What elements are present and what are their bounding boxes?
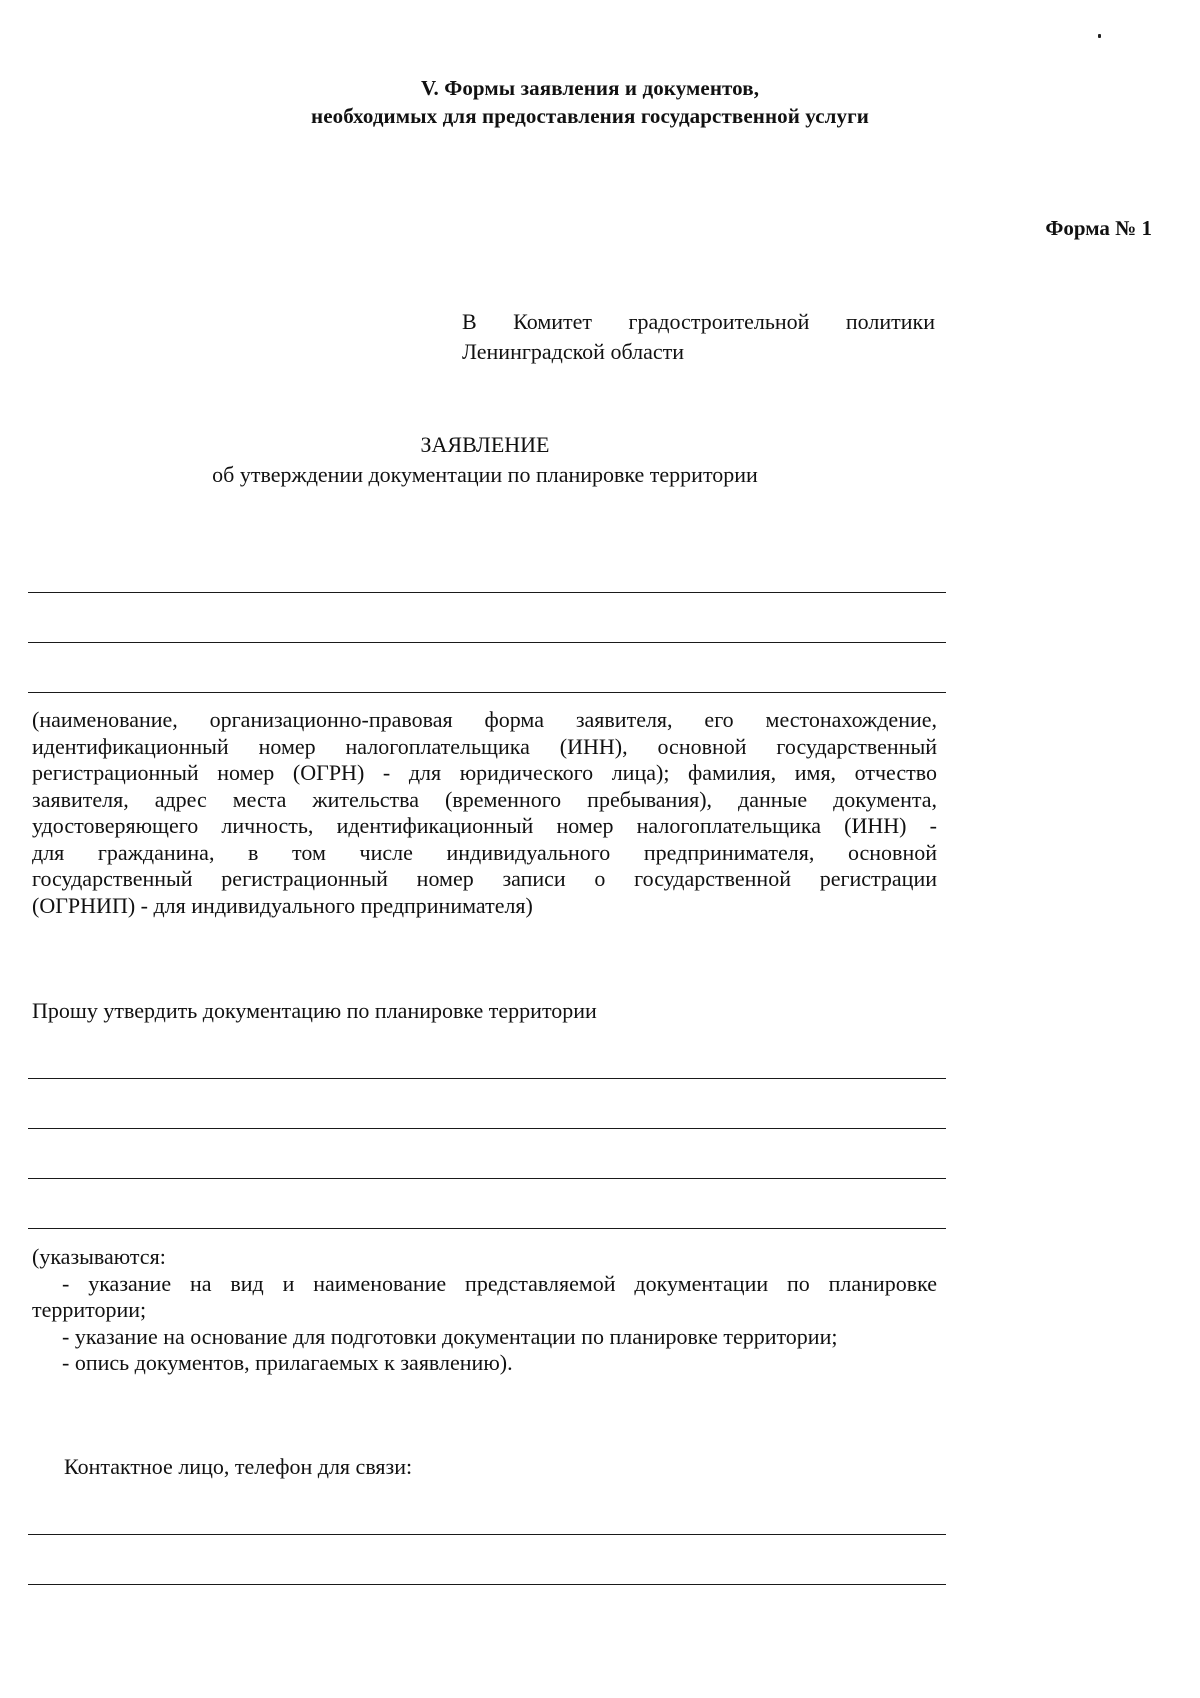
indicated-item-1-line-2: территории;	[32, 1297, 147, 1322]
applicant-note-line: государственный регистрационный номер записи о государственной регистрации	[32, 866, 937, 891]
applicant-note-line: заявителя, адрес места жительства (временного пребывания), данные документа,	[32, 786, 937, 812]
applicant-fill-line-2[interactable]	[28, 642, 946, 643]
applicant-fill-line-1[interactable]	[28, 592, 946, 593]
applicant-note-line: идентификационный номер налогоплательщика (ИНН), основной государственный	[32, 733, 937, 759]
contact-fill-line-2[interactable]	[28, 1584, 946, 1585]
section-heading-line-2: необходимых для предоставления государственной услуги	[311, 104, 869, 128]
request-fill-line-2[interactable]	[28, 1128, 946, 1129]
addressee-line-1: В Комитет градостроительной политики	[462, 309, 935, 334]
indicated-item-3: - опись документов, прилагаемых к заявлению).	[62, 1350, 513, 1375]
addressee-line-2: Ленинградской области	[462, 339, 684, 364]
application-subtitle: об утверждении документации по планировке территории	[212, 462, 758, 487]
request-fill-line-4[interactable]	[28, 1228, 946, 1229]
scan-speck	[1098, 34, 1101, 38]
indicated-item-2: - указание на основание для подготовки документации по планировке территории;	[62, 1323, 838, 1349]
indicated-item-1-line-1: - указание на вид и наименование представляемой документации по планировке	[62, 1270, 937, 1296]
section-heading-line-1: V. Формы заявления и документов,	[420, 76, 760, 100]
applicant-note-line: удостоверяющего личность, идентификационный номер налогоплательщика (ИНН) -	[32, 813, 937, 838]
request-fill-line-1[interactable]	[28, 1078, 946, 1079]
form-number: Форма № 1	[1045, 216, 1152, 240]
application-title: ЗАЯВЛЕНИЕ	[420, 432, 550, 457]
applicant-fill-line-3[interactable]	[28, 692, 946, 693]
applicant-note-line: регистрационный номер (ОГРН) - для юридического лица); фамилия, имя, отчество	[32, 760, 937, 785]
applicant-note-line: для гражданина, в том числе индивидуального предпринимателя, основной	[32, 839, 937, 865]
applicant-note-line: (наименование, организационно-правовая форма заявителя, его местонахождение,	[32, 707, 937, 732]
addressee-block	[462, 307, 935, 367]
applicant-note-line: (ОГРНИП) - для индивидуального предпринимателя)	[32, 892, 533, 918]
request-fill-line-3[interactable]	[28, 1178, 946, 1179]
indicated-note-intro: (указываются:	[32, 1244, 166, 1269]
contact-fill-line-1[interactable]	[28, 1534, 946, 1535]
applicant-note	[32, 707, 937, 919]
contact-label: Контактное лицо, телефон для связи:	[64, 1454, 413, 1479]
request-text: Прошу утвердить документацию по планировке территории	[32, 998, 597, 1023]
indicated-note	[32, 1244, 937, 1377]
